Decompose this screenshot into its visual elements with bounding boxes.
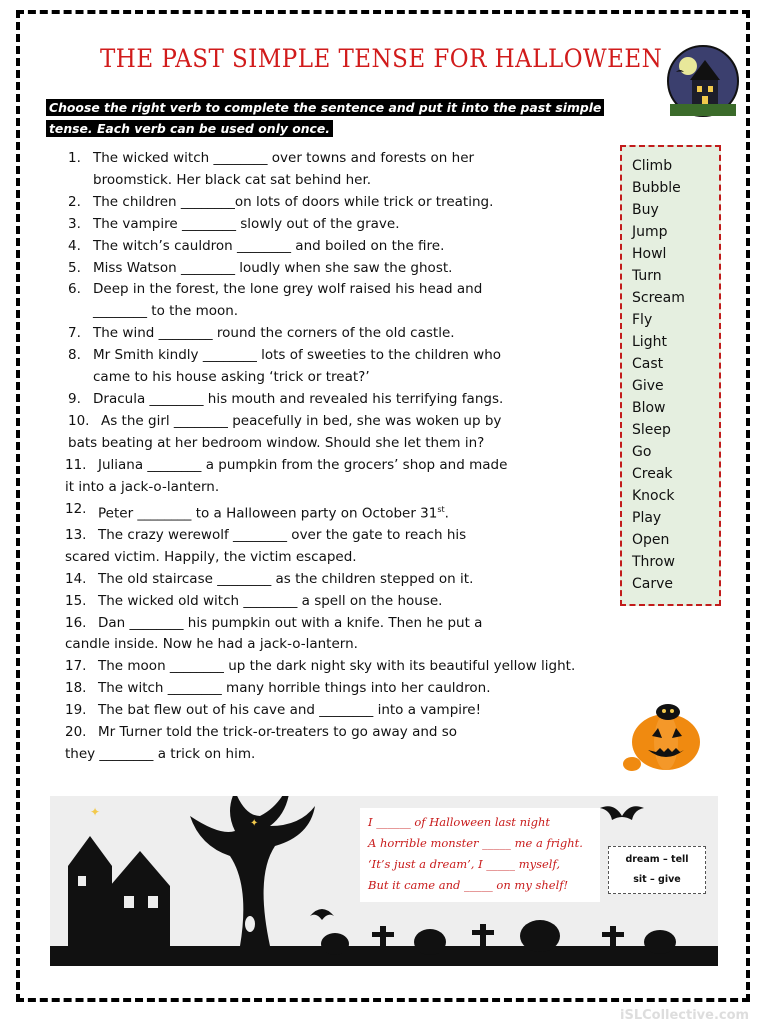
sentence-number: 15. bbox=[65, 592, 87, 609]
sentence-line bbox=[68, 389, 608, 411]
sentence-number: 6. bbox=[68, 281, 81, 298]
sentence-line bbox=[68, 323, 608, 345]
sentence-line bbox=[65, 634, 608, 656]
sentence-line bbox=[65, 678, 608, 700]
sentence-line bbox=[65, 477, 608, 499]
sentence-number: 13. bbox=[65, 526, 87, 543]
poem-line: ‘It’s just a dream’, I _____ myself, bbox=[368, 857, 560, 871]
sentence-text: Dracula ________ his mouth and revealed his terrifying fangs. bbox=[93, 390, 504, 407]
sentence-number: 7. bbox=[68, 325, 81, 342]
sentence-number bbox=[68, 301, 93, 323]
sentence-line bbox=[68, 345, 608, 367]
sentence-text: Mr Turner told the trick-or-treaters to go away and so bbox=[98, 724, 458, 741]
sentence-number: 3. bbox=[68, 215, 81, 232]
verb-option: Jump bbox=[632, 224, 668, 240]
sentence-number: 5. bbox=[68, 259, 81, 276]
sentence-text: The witch’s cauldron ________ and boiled on the fire. bbox=[93, 237, 445, 254]
sentence-number bbox=[68, 170, 93, 192]
sentence-text: The wicked old witch ________ a spell on the house. bbox=[98, 592, 443, 609]
poem-box bbox=[360, 808, 600, 902]
hint-line-1: dream – tell bbox=[625, 854, 689, 865]
sentence-text: came to his house asking ‘trick or treat?’ bbox=[93, 369, 370, 386]
verb-option: Give bbox=[632, 378, 664, 394]
sentence-line bbox=[65, 591, 608, 613]
poem-line: I ______ of Halloween last night bbox=[368, 815, 551, 829]
sentence-text: As the girl ________ peacefully in bed, she was woken up by bbox=[101, 412, 502, 429]
instruction-line-1: Choose the right verb to complete the sentence and put it into the past simple bbox=[46, 99, 604, 116]
instruction-line-2: tense. Each verb can be used only once. bbox=[46, 120, 333, 137]
sentence-line bbox=[68, 433, 608, 455]
verb-option: Turn bbox=[632, 268, 662, 284]
sentence-line bbox=[68, 214, 608, 236]
watermark: iSLCollective.com bbox=[620, 1008, 750, 1023]
sentence-line bbox=[65, 547, 608, 569]
verb-option: Knock bbox=[632, 488, 675, 504]
verb-option: Buy bbox=[632, 202, 659, 218]
poem-line: But it came and _____ on my shelf! bbox=[368, 878, 569, 892]
sentence-text: candle inside. Now he had a jack-o-lantern. bbox=[65, 636, 358, 653]
sentence-number: 20. bbox=[65, 724, 87, 741]
sentence-line bbox=[68, 170, 608, 192]
sentence-text: The crazy werewolf ________ over the gate to reach his bbox=[98, 526, 467, 543]
sentence-number: 19. bbox=[65, 702, 87, 719]
sentence-line bbox=[68, 301, 608, 323]
verb-option: Sleep bbox=[632, 422, 671, 438]
sentence-text: Dan ________ his pumpkin out with a knife. Then he put a bbox=[98, 614, 483, 631]
sentence-number: 18. bbox=[65, 680, 87, 697]
sentence-number: 8. bbox=[68, 347, 81, 364]
svg-text:✦: ✦ bbox=[250, 818, 259, 829]
sentence-text: bats beating at her bedroom window. Should she let them in? bbox=[68, 434, 485, 451]
sentence-line bbox=[68, 411, 608, 433]
sentence-number: 11. bbox=[65, 456, 87, 473]
sentence-number: 2. bbox=[68, 193, 81, 210]
sentence-line bbox=[68, 258, 608, 280]
sentence-line bbox=[68, 236, 608, 258]
sentence-text: The wind ________ round the corners of the old castle. bbox=[93, 325, 455, 342]
sentence-number: 9. bbox=[68, 390, 81, 407]
sentence-line bbox=[65, 455, 608, 477]
sentence-line bbox=[68, 279, 608, 301]
sentence-line bbox=[65, 569, 608, 591]
sentence-number: 17. bbox=[65, 658, 87, 675]
verb-option: Throw bbox=[632, 554, 675, 570]
sentence-line bbox=[65, 525, 608, 547]
sentence-number bbox=[68, 367, 93, 389]
verb-option: Scream bbox=[632, 290, 685, 306]
sentence-line bbox=[68, 148, 608, 170]
verb-option: Bubble bbox=[632, 180, 681, 196]
verb-option: Go bbox=[632, 444, 652, 460]
sentence-text: The children ________on lots of doors while trick or treating. bbox=[93, 193, 494, 210]
verb-option: Creak bbox=[632, 466, 673, 482]
sentence-text: scared victim. Happily, the victim escaped. bbox=[65, 548, 357, 565]
verb-box bbox=[620, 145, 721, 606]
sentence-text: The wicked witch ________ over towns and forests on her bbox=[93, 150, 475, 166]
haunted-house-icon bbox=[666, 44, 740, 118]
sentence-text: they ________ a trick on him. bbox=[65, 745, 256, 762]
jack-o-lantern-icon bbox=[622, 696, 706, 774]
sentence-line bbox=[65, 613, 608, 635]
verb-option: Fly bbox=[632, 312, 653, 328]
sentence-number: 10. bbox=[68, 412, 90, 429]
verb-option: Howl bbox=[632, 246, 667, 262]
sentence-number: 14. bbox=[65, 570, 87, 587]
hint-line-2: sit – give bbox=[633, 874, 681, 885]
sentence-text: it into a jack-o-lantern. bbox=[65, 478, 220, 495]
sentence-text: The bat flew out of his cave and ________ into a vampire! bbox=[98, 702, 481, 719]
verb-option: Blow bbox=[632, 400, 666, 416]
sentence-text: Mr Smith kindly ________ lots of sweeties to the children who bbox=[93, 347, 502, 364]
verb-option: Open bbox=[632, 532, 670, 548]
sentence-line bbox=[65, 499, 608, 525]
verb-option: Climb bbox=[632, 158, 673, 174]
sentence-line bbox=[68, 192, 608, 214]
sentence-line bbox=[65, 656, 608, 678]
svg-text:✦: ✦ bbox=[90, 805, 101, 819]
verb-option: Carve bbox=[632, 576, 674, 592]
hint-box bbox=[608, 846, 706, 894]
sentence-line bbox=[65, 722, 608, 744]
sentence-list bbox=[65, 148, 608, 766]
sentence-text: broomstick. Her black cat sat behind her. bbox=[93, 171, 372, 188]
sentence-line bbox=[65, 744, 608, 766]
sentence-line bbox=[68, 367, 608, 389]
sentence-text: ________ to the moon. bbox=[93, 303, 239, 320]
sentence-text: Peter ________ to a Halloween party on October 31st. bbox=[98, 504, 449, 521]
page-title: THE PAST SIMPLE TENSE FOR HALLOWEEN bbox=[100, 44, 663, 73]
sentence-number: 4. bbox=[68, 237, 81, 254]
sentence-text: The moon ________ up the dark night sky with its beautiful yellow light. bbox=[98, 658, 576, 675]
sentence-text: Miss Watson ________ loudly when she saw the ghost. bbox=[93, 259, 453, 276]
verb-option: Cast bbox=[632, 356, 664, 372]
sentence-text: The witch ________ many horrible things into her cauldron. bbox=[98, 680, 491, 697]
sentence-text: Juliana ________ a pumpkin from the grocers’ shop and made bbox=[98, 456, 508, 473]
sentence-text: Deep in the forest, the lone grey wolf raised his head and bbox=[93, 281, 483, 298]
sentence-line bbox=[65, 700, 608, 722]
sentence-number: 12. bbox=[65, 500, 87, 517]
sentence-number: 1. bbox=[68, 150, 81, 166]
sentence-number: 16. bbox=[65, 614, 87, 631]
verb-option: Play bbox=[632, 510, 662, 526]
verb-option: Light bbox=[632, 334, 667, 350]
poem-line: A horrible monster _____ me a fright. bbox=[368, 836, 583, 850]
instructions bbox=[46, 97, 651, 139]
sentence-text: The vampire ________ slowly out of the grave. bbox=[93, 215, 400, 232]
sentence-text: The old staircase ________ as the children stepped on it. bbox=[98, 570, 474, 587]
